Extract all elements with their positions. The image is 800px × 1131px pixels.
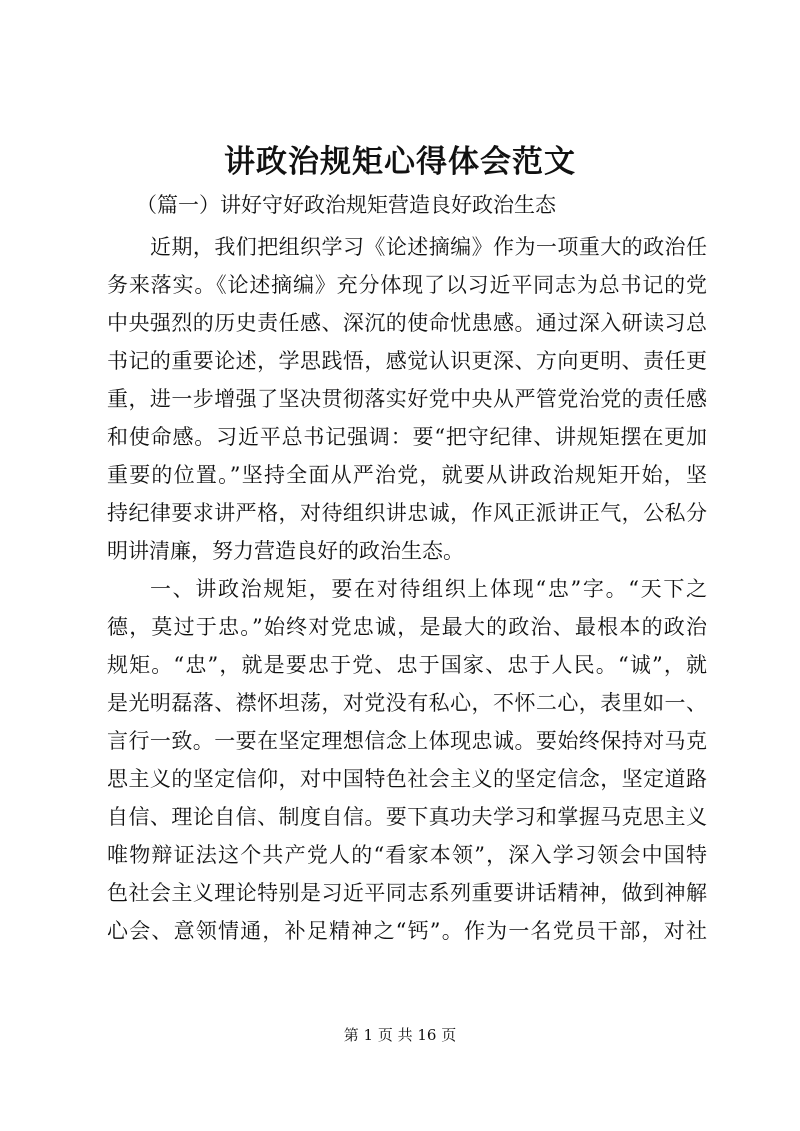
body-line-2: 务来落实。《论述摘编》充分体现了以习近平同志为总书记的党: [107, 273, 707, 297]
body-line-10: 一、讲政治规矩，要在对待组织上体现“忠”字。“天下之: [150, 577, 707, 601]
section-heading: （篇一）讲好守好政治规矩营造良好政治生态: [136, 193, 556, 217]
document-title: 讲政治规矩心得体会范文: [224, 144, 576, 180]
body-line-8: 持纪律要求讲严格，对待组织讲忠诚，作风正派讲正气，公私分: [107, 501, 707, 525]
body-line-18: 色社会主义理论特别是习近平同志系列重要讲话精神，做到神解: [107, 881, 707, 905]
body-line-3: 中央强烈的历史责任感、深沉的使命忧患感。通过深入研读习总: [107, 311, 707, 335]
body-line-11: 德，莫过于忠。”始终对党忠诚，是最大的政治、最根本的政治: [107, 615, 707, 639]
body-line-6: 和使命感。习近平总书记强调：要“把守纪律、讲规矩摆在更加: [107, 425, 707, 449]
body-line-7: 重要的位置。”坚持全面从严治党，就要从讲政治规矩开始，坚: [107, 463, 707, 487]
body-line-13: 是光明磊落、襟怀坦荡，对党没有私心，不怀二心，表里如一、: [107, 691, 707, 715]
body-line-1: 近期，我们把组织学习《论述摘编》作为一项重大的政治任: [150, 235, 707, 259]
body-line-12: 规矩。“忠”，就是要忠于党、忠于国家、忠于人民。“诚”，就: [107, 653, 707, 677]
body-line-4: 书记的重要论述，学思践悟，感觉认识更深、方向更明、责任更: [107, 349, 707, 373]
body-line-17: 唯物辩证法这个共产党人的“看家本领”，深入学习领会中国特: [107, 843, 707, 867]
body-line-19: 心会、意领情通，补足精神之“钙”。作为一名党员干部，对社: [107, 919, 707, 943]
page-number-footer: 第 1 页 共 16 页: [343, 1026, 457, 1044]
body-line-15: 思主义的坚定信仰，对中国特色社会主义的坚定信念，坚定道路: [107, 767, 707, 791]
body-line-9: 明讲清廉，努力营造良好的政治生态。: [107, 539, 464, 563]
body-line-14: 言行一致。一要在坚定理想信念上体现忠诚。要始终保持对马克: [107, 729, 707, 753]
body-line-16: 自信、理论自信、制度自信。要下真功夫学习和掌握马克思主义: [107, 805, 707, 829]
body-line-5: 重，进一步增强了坚决贯彻落实好党中央从严管党治党的责任感: [107, 387, 707, 411]
